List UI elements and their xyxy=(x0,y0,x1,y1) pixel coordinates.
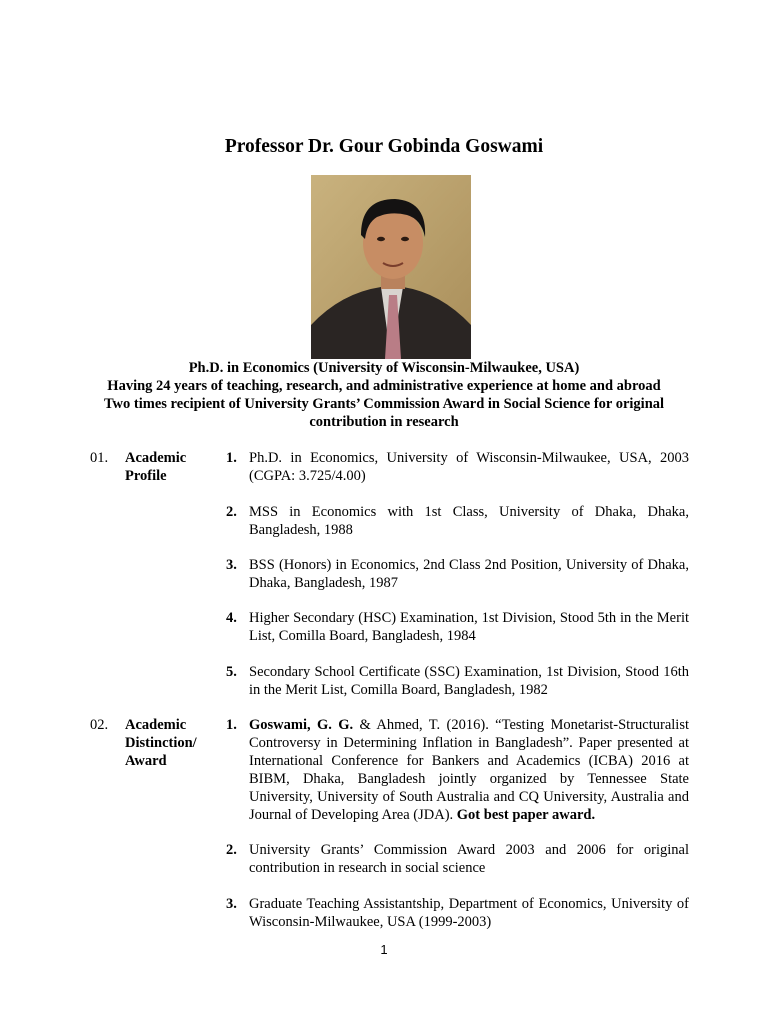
list-item xyxy=(226,895,689,931)
list-item xyxy=(226,449,689,485)
item-number: 2. xyxy=(226,842,237,858)
list-item xyxy=(226,609,689,645)
item-number: 1. xyxy=(226,717,237,733)
item-text: Secondary School Certificate (SSC) Examination, 1st Division, Stood 16th in the Merit List, Comilla Board, Bangladesh, 1982 xyxy=(249,664,689,698)
item-body: & Ahmed, T. (2016). “Testing Monetarist-Structuralist Controversy in Determining Inflation in Bangladesh”. Paper presented at International Conference for Bankers and Academics (ICBA) 2016 at BIBM, Dhaka, Bangladesh jointly organized by Tennessee State University, University of South Australia and CQ University, Australia and Journal of Developing Area (JDA). xyxy=(249,717,689,823)
item-text: Higher Secondary (HSC) Examination, 1st Division, Stood 5th in the Merit List, Comilla Board, Bangladesh, 1984 xyxy=(249,610,689,644)
list-item xyxy=(226,663,689,699)
item-author-bold: Goswami, G. G. xyxy=(249,717,354,733)
list-item xyxy=(226,841,689,877)
item-text xyxy=(249,716,689,824)
section-number: 02. xyxy=(90,717,109,733)
item-text: MSS in Economics with 1st Class, University of Dhaka, Dhaka, Bangladesh, 1988 xyxy=(249,504,689,538)
item-award-bold: Got best paper award. xyxy=(456,807,596,823)
section-number: 01. xyxy=(90,450,109,466)
item-number: 5. xyxy=(226,664,237,680)
list-item xyxy=(226,503,689,539)
section-title: Academic Distinction/ Award xyxy=(125,717,197,769)
item-text: University Grants’ Commission Award 2003 and 2006 for original contribution in research in social science xyxy=(249,842,689,876)
item-text: Ph.D. in Economics, University of Wisconsin-Milwaukee, USA, 2003 (CGPA: 3.725/4.00) xyxy=(249,450,689,484)
item-number: 3. xyxy=(226,557,237,573)
item-text: Graduate Teaching Assistantship, Department of Economics, University of Wisconsin-Milwaukee, USA (1999-2003) xyxy=(249,896,689,930)
summary-experience: Having 24 years of teaching, research, and administrative experience at home and abroad xyxy=(107,378,661,394)
summary-award: Two times recipient of University Grants’ Commission Award in Social Science for original contribution in research xyxy=(103,396,665,430)
list-item xyxy=(226,716,689,824)
page-number: 1 xyxy=(380,942,388,957)
item-number: 4. xyxy=(226,610,237,626)
summary-degree: Ph.D. in Economics (University of Wisconsin-Milwaukee, USA) xyxy=(188,360,580,376)
portrait-photo xyxy=(311,175,471,359)
item-number: 2. xyxy=(226,504,237,520)
document-title: Professor Dr. Gour Gobinda Goswami xyxy=(224,136,544,157)
section-title: Academic Profile xyxy=(125,450,187,484)
summary-block xyxy=(90,359,678,431)
list-item xyxy=(226,556,689,592)
item-number: 1. xyxy=(226,450,237,466)
item-text: BSS (Honors) in Economics, 2nd Class 2nd Position, University of Dhaka, Dhaka, Bangladesh, 1987 xyxy=(249,557,689,591)
item-number: 3. xyxy=(226,896,237,912)
